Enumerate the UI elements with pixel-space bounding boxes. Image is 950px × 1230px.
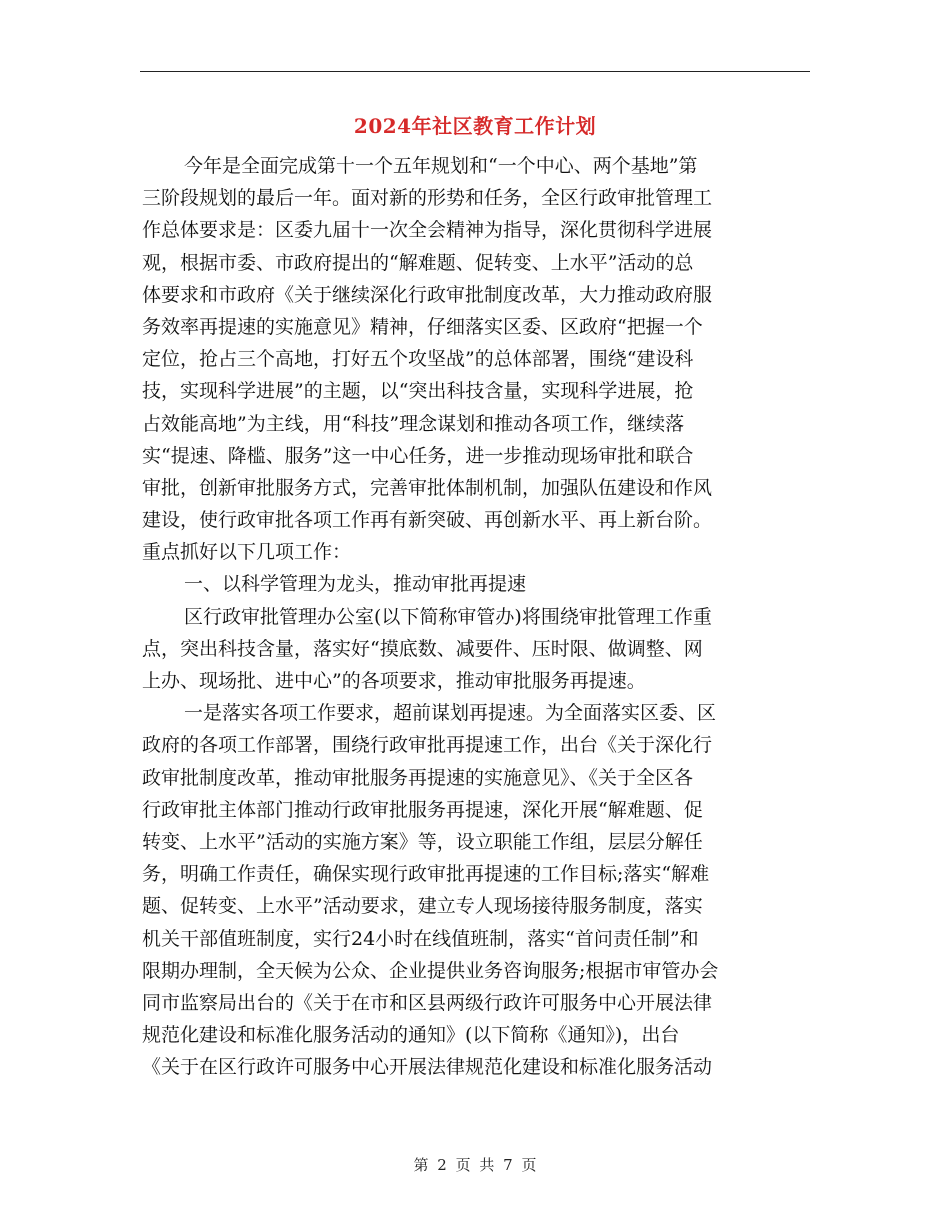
body-line: 务，明确工作责任，确保实现行政审批再提速的工作目标;落实“解难 xyxy=(142,863,710,886)
body-line: 区行政审批管理办公室(以下简称审管办)将围绕审批管理工作重 xyxy=(184,605,712,628)
body-line: 一、以科学管理为龙头，推动审批再提速 xyxy=(184,573,527,596)
body-line: 题、促转变、上水平”活动要求，建立专人现场接待服务制度，落实 xyxy=(142,895,703,918)
body-line: 定位，抢占三个高地，打好五个攻坚战”的总体部署，围绕“建设科 xyxy=(142,348,694,371)
body-line: 同市监察局出台的《关于在市和区县两级行政许可服务中心开展法律 xyxy=(142,991,713,1014)
body-line: 占效能高地”为主线，用“科技”理念谋划和推动各项工作，继续落 xyxy=(142,412,685,435)
body-line: 规范化建设和标准化服务活动的通知》(以下简称《通知》)，出台 xyxy=(142,1024,680,1047)
document-body xyxy=(142,150,798,1083)
body-line: 重点抓好以下几项工作： xyxy=(142,541,352,564)
body-line: 三阶段规划的最后一年。面对新的形势和任务，全区行政审批管理工 xyxy=(142,187,713,210)
body-line: 审批，创新审批服务方式，完善审批体制机制，加强队伍建设和作风 xyxy=(142,476,713,499)
body-line: 建设，使行政审批各项工作再有新突破、再创新水平、再上新台阶。 xyxy=(142,509,713,532)
body-line: 作总体要求是：区委九届十一次全会精神为指导，深化贯彻科学进展 xyxy=(142,219,713,242)
body-line: 转变、上水平”活动的实施方案》等，设立职能工作组，层层分解任 xyxy=(142,830,703,853)
body-line: 《关于在区行政许可服务中心开展法律规范化建设和标准化服务活动 xyxy=(142,1056,713,1079)
body-line: 观，根据市委、市政府提出的“解难题、促转变、上水平”活动的总 xyxy=(142,251,694,274)
header-rule xyxy=(140,71,810,72)
body-line: 政府的各项工作部署，围绕行政审批再提速工作，出台《关于深化行 xyxy=(142,734,713,757)
body-line: 技，实现科学进展”的主题，以“突出科技含量，实现科学进展，抢 xyxy=(142,380,694,403)
body-line: 今年是全面完成第十一个五年规划和“一个中心、两个基地”第 xyxy=(184,155,698,177)
page-footer: 第 2 页 共 7 页 xyxy=(413,1156,537,1174)
body-line: 上办、现场批、进中心”的各项要求，推动审批服务再提速。 xyxy=(142,670,646,692)
body-line: 政审批制度改革，推动审批服务再提速的实施意见》、《关于全区各 xyxy=(142,766,694,789)
body-line: 限期办理制，全天候为公众、企业提供业务咨询服务;根据市审管办会 xyxy=(142,959,719,982)
body-line: 行政审批主体部门推动行政审批服务再提速，深化开展“解难题、促 xyxy=(142,798,703,821)
body-line: 实“提速、降槛、服务”这一中心任务，进一步推动现场审批和联合 xyxy=(142,444,694,467)
body-line: 点，突出科技含量，落实好“摸底数、减要件、压时限、做调整、网 xyxy=(142,637,703,660)
document-title: 2024年社区教育工作计划 xyxy=(353,114,597,138)
body-line: 务效率再提速的实施意见》精神，仔细落实区委、区政府“把握一个 xyxy=(142,315,703,338)
body-line: 机关干部值班制度，实行24小时在线值班制，落实“首问责任制”和 xyxy=(142,927,699,950)
body-line: 一是落实各项工作要求，超前谋划再提速。为全面落实区委、区 xyxy=(184,702,717,725)
body-line: 体要求和市政府《关于继续深化行政审批制度改革，大力推动政府服 xyxy=(142,283,713,306)
